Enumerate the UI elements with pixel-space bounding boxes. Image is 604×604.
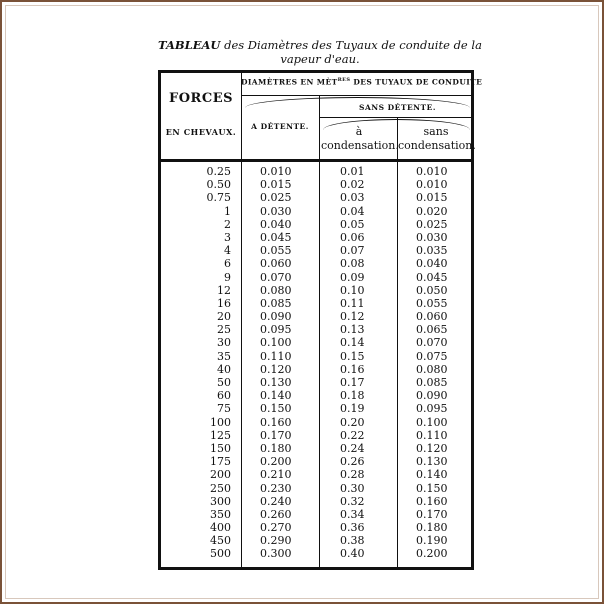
- cell-a-condensation: 0.08: [340, 257, 365, 271]
- cell-sans-condensation: 0.080: [416, 362, 448, 376]
- cell-forces: 250: [210, 481, 231, 495]
- cell-sans-condensation: 0.010: [416, 165, 448, 178]
- cell-a-condensation: 0.02: [340, 178, 365, 192]
- cell-forces: 200: [210, 468, 231, 482]
- cell-a-detente: 0.270: [260, 521, 292, 535]
- table-row: [161, 429, 474, 442]
- cell-sans-condensation: 0.190: [416, 534, 448, 548]
- cell-a-detente: 0.260: [260, 507, 292, 521]
- header-rule-mid: [319, 117, 471, 118]
- cell-forces: 125: [210, 428, 231, 442]
- cell-a-detente: 0.290: [260, 534, 292, 548]
- cell-sans-condensation: 0.050: [416, 283, 448, 297]
- cell-a-detente: 0.300: [260, 547, 292, 561]
- header-sans-detente: SANS DÉTENTE.: [359, 103, 436, 112]
- cell-forces: 30: [217, 336, 231, 350]
- cell-a-condensation: 0.19: [340, 402, 365, 416]
- cell-a-detente: 0.240: [260, 494, 292, 508]
- cell-sans-condensation: 0.060: [416, 310, 448, 324]
- cell-forces: 3: [224, 230, 231, 244]
- table-row: [161, 455, 474, 468]
- header-a-condensation-line2: condensation.: [321, 139, 399, 152]
- cell-sans-condensation: 0.065: [416, 323, 448, 337]
- header-sans-condensation: [398, 125, 474, 153]
- table-row: [161, 244, 474, 257]
- header-sans-condensation-line2: condensation.: [398, 139, 476, 152]
- cell-a-detente: 0.060: [260, 257, 292, 271]
- cell-sans-condensation: 0.170: [416, 507, 448, 521]
- cell-forces: 60: [217, 389, 231, 403]
- cell-a-detente: 0.140: [260, 389, 292, 403]
- table-row: [161, 257, 474, 270]
- cell-forces: 20: [217, 310, 231, 324]
- cell-forces: 350: [210, 507, 231, 521]
- cell-sans-condensation: 0.045: [416, 270, 448, 284]
- header-rule-bottom: [161, 159, 471, 162]
- header-a-condensation: [321, 125, 397, 153]
- cell-a-detente: 0.025: [260, 191, 292, 205]
- title-rest: des Diamètres des Tuyaux de conduite de la vapeur d'eau.: [224, 38, 482, 66]
- table-row: [161, 310, 474, 323]
- cell-forces: 400: [210, 521, 231, 535]
- cell-a-condensation: 0.12: [340, 310, 365, 324]
- cell-forces: 0.25: [206, 165, 231, 178]
- cell-a-condensation: 0.32: [340, 494, 365, 508]
- header-diametres-prefix: DIAMÈTRES EN MÈT: [241, 77, 338, 87]
- table-row: [161, 547, 474, 560]
- cell-a-detente: 0.055: [260, 244, 292, 258]
- cell-a-condensation: 0.03: [340, 191, 365, 205]
- table-row: [161, 521, 474, 534]
- table-row: [161, 389, 474, 402]
- table-row: [161, 323, 474, 336]
- cell-a-detente: 0.110: [260, 349, 292, 363]
- table-row: [161, 271, 474, 284]
- cell-forces: 1: [224, 204, 231, 218]
- table-row: [161, 508, 474, 521]
- cell-a-condensation: 0.06: [340, 230, 365, 244]
- title-strong: TABLEAU: [158, 38, 221, 52]
- cell-forces: 6: [224, 257, 231, 271]
- table-row: [161, 165, 474, 178]
- header-diametres-sup: RES: [337, 77, 351, 83]
- cell-sans-condensation: 0.130: [416, 455, 448, 469]
- cell-a-condensation: 0.11: [340, 296, 365, 310]
- cell-a-detente: 0.180: [260, 441, 292, 455]
- cell-sans-condensation: 0.110: [416, 428, 448, 442]
- header-rule-top: [241, 95, 471, 96]
- table-row: [161, 482, 474, 495]
- cell-a-condensation: 0.20: [340, 415, 365, 429]
- cell-sans-condensation: 0.010: [416, 178, 448, 192]
- cell-sans-condensation: 0.035: [416, 244, 448, 258]
- cell-forces: 75: [217, 402, 231, 416]
- cell-forces: 25: [217, 323, 231, 337]
- header-diametres-suffix: DES TUYAUX DE CONDUITE: [350, 77, 483, 87]
- table-row: [161, 178, 474, 191]
- cell-a-condensation: 0.05: [340, 217, 365, 231]
- cell-a-detente: 0.200: [260, 455, 292, 469]
- table-row: [161, 442, 474, 455]
- header-diametres: [241, 77, 483, 87]
- cell-a-condensation: 0.10: [340, 283, 365, 297]
- cell-a-condensation: 0.40: [340, 547, 365, 561]
- cell-sans-condensation: 0.200: [416, 547, 448, 561]
- cell-forces: 0.75: [206, 191, 231, 205]
- cell-sans-condensation: 0.030: [416, 230, 448, 244]
- cell-a-detente: 0.150: [260, 402, 292, 416]
- header-a-detente: A DÉTENTE.: [251, 122, 309, 131]
- cell-sans-condensation: 0.120: [416, 441, 448, 455]
- cell-forces: 175: [210, 455, 231, 469]
- cell-a-condensation: 0.38: [340, 534, 365, 548]
- cell-sans-condensation: 0.075: [416, 349, 448, 363]
- cell-sans-condensation: 0.100: [416, 415, 448, 429]
- cell-a-condensation: 0.24: [340, 441, 365, 455]
- header-a-condensation-line1: à: [355, 125, 363, 138]
- cell-sans-condensation: 0.015: [416, 191, 448, 205]
- cell-a-condensation: 0.28: [340, 468, 365, 482]
- cell-forces: 4: [224, 244, 231, 258]
- cell-a-condensation: 0.26: [340, 455, 365, 469]
- cell-forces: 450: [210, 534, 231, 548]
- table-body: [161, 165, 474, 561]
- cell-a-detente: 0.170: [260, 428, 292, 442]
- table-row: [161, 363, 474, 376]
- cell-sans-condensation: 0.040: [416, 257, 448, 271]
- cell-forces: 2: [224, 217, 231, 231]
- cell-sans-condensation: 0.180: [416, 521, 448, 535]
- table-row: [161, 191, 474, 204]
- cell-sans-condensation: 0.090: [416, 389, 448, 403]
- table-title: [152, 38, 488, 66]
- cell-forces: 12: [217, 283, 231, 297]
- table-row: [161, 495, 474, 508]
- cell-a-condensation: 0.17: [340, 376, 365, 389]
- cell-a-detente: 0.210: [260, 468, 292, 482]
- table-row: [161, 284, 474, 297]
- cell-forces: 50: [217, 376, 231, 389]
- cell-sans-condensation: 0.055: [416, 296, 448, 310]
- cell-sans-condensation: 0.150: [416, 481, 448, 495]
- cell-sans-condensation: 0.025: [416, 217, 448, 231]
- cell-a-detente: 0.130: [260, 376, 292, 389]
- cell-a-detente: 0.085: [260, 296, 292, 310]
- table-row: [161, 416, 474, 429]
- cell-a-condensation: 0.18: [340, 389, 365, 403]
- cell-a-detente: 0.100: [260, 336, 292, 350]
- table-row: [161, 402, 474, 415]
- cell-forces: 100: [210, 415, 231, 429]
- cell-a-condensation: 0.22: [340, 428, 365, 442]
- cell-a-condensation: 0.09: [340, 270, 365, 284]
- header-sans-condensation-line1: sans: [423, 125, 449, 138]
- cell-a-condensation: 0.15: [340, 349, 365, 363]
- cell-a-condensation: 0.16: [340, 362, 365, 376]
- table-row: [161, 297, 474, 310]
- cell-a-condensation: 0.30: [340, 481, 365, 495]
- cell-forces: 300: [210, 494, 231, 508]
- cell-a-detente: 0.080: [260, 283, 292, 297]
- cell-sans-condensation: 0.160: [416, 494, 448, 508]
- cell-forces: 9: [224, 270, 231, 284]
- steam-pipe-table: [158, 70, 483, 570]
- cell-a-condensation: 0.01: [340, 165, 365, 178]
- cell-sans-condensation: 0.085: [416, 376, 448, 389]
- header-forces: FORCES: [168, 91, 233, 106]
- cell-a-detente: 0.010: [260, 165, 292, 178]
- table-row: [161, 376, 474, 389]
- cell-a-condensation: 0.34: [340, 507, 365, 521]
- cell-sans-condensation: 0.095: [416, 402, 448, 416]
- cell-a-detente: 0.015: [260, 178, 292, 192]
- table-row: [161, 205, 474, 218]
- cell-a-detente: 0.070: [260, 270, 292, 284]
- cell-forces: 500: [210, 547, 231, 561]
- cell-forces: 16: [217, 296, 231, 310]
- cell-forces: 35: [217, 349, 231, 363]
- cell-a-detente: 0.045: [260, 230, 292, 244]
- cell-a-condensation: 0.04: [340, 204, 365, 218]
- cell-a-detente: 0.040: [260, 217, 292, 231]
- cell-a-detente: 0.030: [260, 204, 292, 218]
- cell-a-detente: 0.230: [260, 481, 292, 495]
- table-row: [161, 218, 474, 231]
- table-row: [161, 336, 474, 349]
- table-row: [161, 350, 474, 363]
- table-row: [161, 231, 474, 244]
- cell-forces: 0.50: [206, 178, 231, 192]
- cell-forces: 150: [210, 441, 231, 455]
- cell-a-detente: 0.160: [260, 415, 292, 429]
- cell-a-condensation: 0.13: [340, 323, 365, 337]
- cell-a-detente: 0.090: [260, 310, 292, 324]
- cell-a-condensation: 0.07: [340, 244, 365, 258]
- table-row: [161, 534, 474, 547]
- header-en-chevaux: EN CHEVAUX.: [165, 127, 237, 137]
- cell-a-condensation: 0.36: [340, 521, 365, 535]
- cell-a-condensation: 0.14: [340, 336, 365, 350]
- cell-a-detente: 0.095: [260, 323, 292, 337]
- table-row: [161, 468, 474, 481]
- cell-sans-condensation: 0.070: [416, 336, 448, 350]
- cell-sans-condensation: 0.140: [416, 468, 448, 482]
- cell-a-detente: 0.120: [260, 362, 292, 376]
- cell-forces: 40: [217, 362, 231, 376]
- cell-sans-condensation: 0.020: [416, 204, 448, 218]
